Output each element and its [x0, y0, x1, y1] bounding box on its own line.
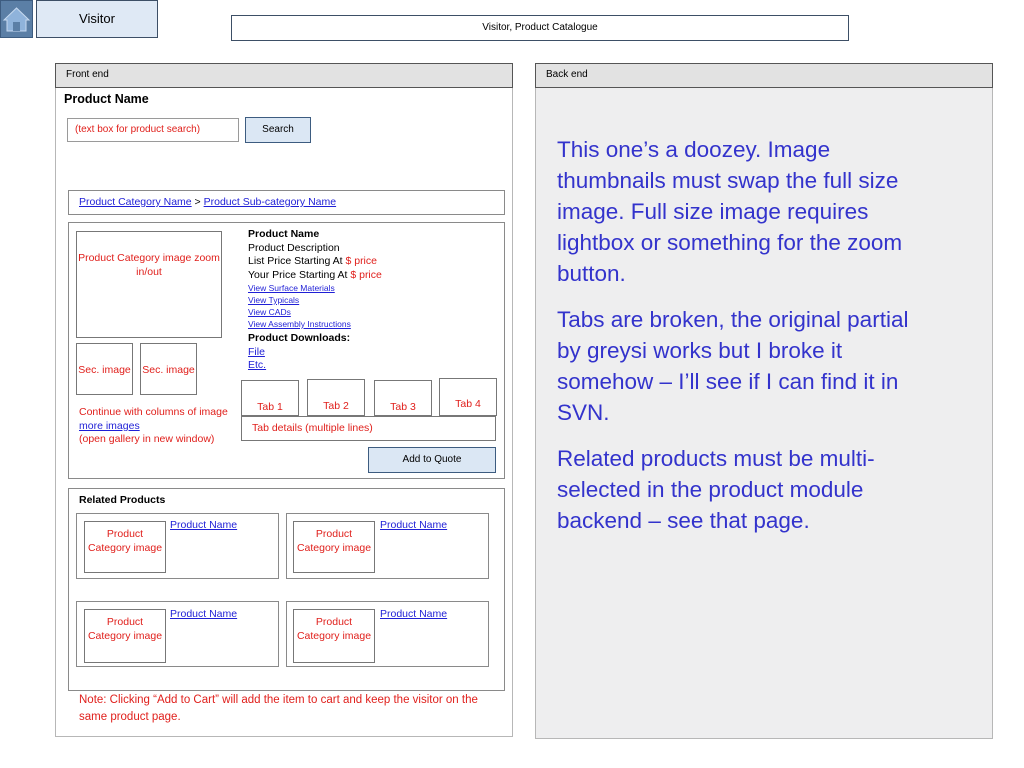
- tab-4[interactable]: Tab 4: [439, 378, 497, 416]
- product-search-input[interactable]: (text box for product search): [67, 118, 239, 142]
- gallery-open-text: (open gallery in new window): [79, 433, 215, 445]
- related-product-link[interactable]: Product Name: [380, 519, 448, 531]
- gallery-notes: [79, 406, 228, 447]
- view-surface-materials-link[interactable]: View Surface Materials: [248, 283, 335, 293]
- secondary-image-thumbnail[interactable]: Sec. image: [76, 343, 133, 395]
- back-end-note: Related products must be multi-selected in the product module backend – see that page.: [557, 446, 875, 533]
- related-product-image[interactable]: Product Category image: [293, 521, 375, 573]
- related-product-image[interactable]: Product Category image: [84, 521, 166, 573]
- view-cads-link[interactable]: View CADs: [248, 307, 291, 317]
- home-icon: [1, 1, 32, 37]
- add-to-quote-button[interactable]: Add to Quote: [368, 447, 496, 473]
- view-typicals-link[interactable]: View Typicals: [248, 295, 300, 305]
- your-price-label: Your Price Starting At: [248, 268, 351, 281]
- home-button[interactable]: [0, 0, 33, 38]
- back-end-note: This one’s a doozey. Image thumbnails must swap the full size image. Full size image requires lightbox or something for the zoom button.: [557, 137, 903, 286]
- list-price-value: $ price: [345, 255, 377, 267]
- download-etc-link[interactable]: Etc.: [248, 359, 267, 371]
- main-product-image[interactable]: Product Category image zoom in/out: [76, 231, 222, 338]
- more-images-link[interactable]: more images: [79, 419, 140, 432]
- add-to-cart-note: Note: Clicking “Add to Cart” will add the item to cart and keep the visitor on the same product page.: [79, 694, 478, 723]
- tab-details: Tab details (multiple lines): [241, 416, 496, 441]
- back-end-notes: [557, 134, 937, 551]
- list-price-row: [248, 255, 382, 269]
- related-products-heading: Related Products: [79, 494, 166, 506]
- view-assembly-instructions-link[interactable]: View Assembly Instructions: [248, 319, 351, 329]
- related-product-link[interactable]: Product Name: [170, 608, 238, 620]
- tab-1[interactable]: Tab 1: [241, 380, 299, 416]
- related-product-link[interactable]: Product Name: [170, 519, 238, 531]
- breadcrumb: [68, 190, 505, 215]
- product-info: [248, 228, 382, 373]
- front-end-panel-header: Front end: [55, 63, 513, 88]
- info-product-description: Product Description: [248, 241, 340, 254]
- breadcrumb-separator: >: [191, 196, 204, 208]
- downloads-heading: Product Downloads:: [248, 332, 351, 344]
- download-file-link[interactable]: File: [248, 345, 265, 358]
- info-product-name: Product Name: [248, 228, 320, 240]
- breadcrumb-category-link[interactable]: Product Category Name: [79, 196, 192, 208]
- related-product-link[interactable]: Product Name: [380, 608, 448, 620]
- list-price-label: List Price Starting At: [248, 255, 346, 267]
- gallery-columns-text: Continue with columns of image: [79, 406, 228, 418]
- related-product-image[interactable]: Product Category image: [293, 609, 375, 663]
- your-price-row: [248, 269, 382, 283]
- page-title: Visitor, Product Catalogue: [231, 15, 849, 41]
- visitor-tab[interactable]: Visitor: [36, 0, 158, 38]
- product-name-heading: Product Name: [64, 92, 149, 106]
- your-price-value: $ price: [350, 268, 382, 281]
- secondary-image-thumbnail[interactable]: Sec. image: [140, 343, 197, 395]
- back-end-panel-header: Back end: [535, 63, 993, 88]
- back-end-note: Tabs are broken, the original partial by greysi works but I broke it somehow – I’ll see if I can find it in SVN.: [557, 307, 909, 425]
- tab-3[interactable]: Tab 3: [374, 380, 432, 416]
- tab-2[interactable]: Tab 2: [307, 379, 365, 416]
- search-button[interactable]: Search: [245, 117, 311, 143]
- breadcrumb-subcategory-link[interactable]: Product Sub-category Name: [203, 196, 337, 208]
- related-product-image[interactable]: Product Category image: [84, 609, 166, 663]
